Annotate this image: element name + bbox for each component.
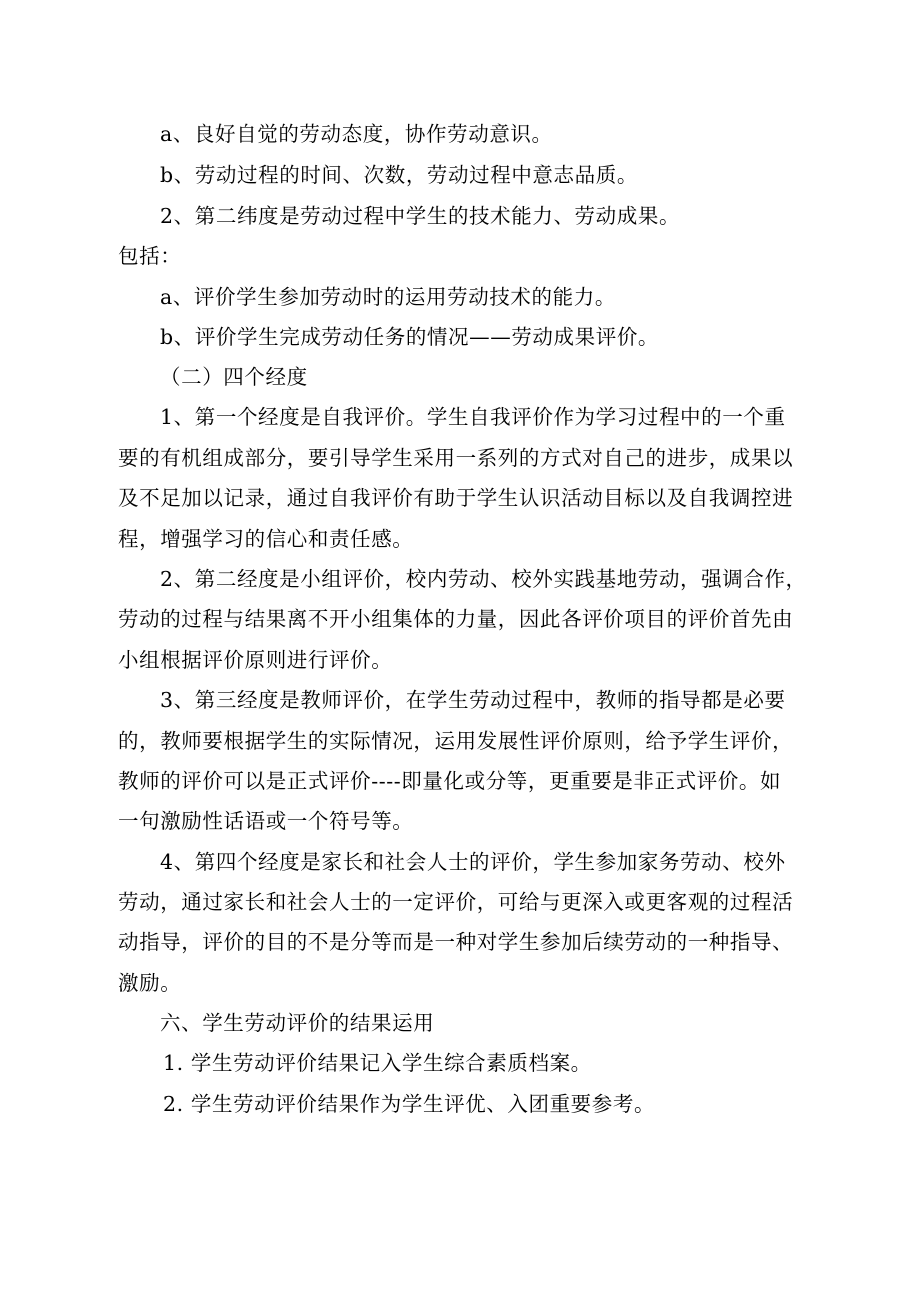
section-heading: 六、学生劳动评价的结果运用 xyxy=(160,1011,435,1035)
text-line: 动指导，评价的目的不是分等而是一种对学生参加后续劳动的一种指导、 xyxy=(118,930,794,954)
text-line: 及不足加以记录，通过自我评价有助于学生认识活动目标以及自我调控进 xyxy=(118,486,794,510)
section-heading: （二）四个经度 xyxy=(160,365,308,389)
text-line: 4、第四个经度是家长和社会人士的评价，学生参加家务劳动、校外 xyxy=(160,850,786,874)
text-line: 1、第一个经度是自我评价。学生自我评价作为学习过程中的一个重 xyxy=(160,405,786,429)
text-line: a、评价学生参加劳动时的运用劳动技术的能力。 xyxy=(160,285,616,309)
text-line: b、评价学生完成劳动任务的情况——劳动成果评价。 xyxy=(160,325,660,349)
text-line: 2、第二经度是小组评价，校内劳动、校外实践基地劳动，强调合作， xyxy=(160,567,807,591)
text-line: 程，增强学习的信心和责任感。 xyxy=(118,527,414,551)
text-line: 一句激励性话语或一个符号等。 xyxy=(118,809,414,833)
list-item: 1. 学生劳动评价结果记入学生综合素质档案。 xyxy=(163,1051,592,1075)
text-line: 要的有机组成部分，要引导学生采用一系列的方式对自己的进步，成果以 xyxy=(118,446,794,470)
text-line: 激励。 xyxy=(118,971,182,995)
text-line: 包括： xyxy=(118,244,182,268)
list-item: 2. 学生劳动评价结果作为学生评优、入团重要参考。 xyxy=(163,1092,656,1116)
text-line: b、劳动过程的时间、次数，劳动过程中意志品质。 xyxy=(160,163,638,187)
text-line: 的，教师要根据学生的实际情况，运用发展性评价原则，给予学生评价， xyxy=(118,729,794,753)
text-line: 小组根据评价原则进行评价。 xyxy=(118,648,393,672)
text-line: 3、第三经度是教师评价，在学生劳动过程中，教师的指导都是必要 xyxy=(160,688,786,712)
text-line: 劳动的过程与结果离不开小组集体的力量，因此各评价项目的评价首先由 xyxy=(118,607,794,631)
text-line: 2、第二纬度是劳动过程中学生的技术能力、劳动成果。 xyxy=(160,204,681,228)
text-line: 教师的评价可以是正式评价----即量化或分等，更重要是非正式评价。如 xyxy=(118,769,782,793)
text-line: a、良好自觉的劳动态度，协作劳动意识。 xyxy=(160,122,553,146)
text-line: 劳动，通过家长和社会人士的一定评价，可给与更深入或更客观的过程活 xyxy=(118,890,794,914)
